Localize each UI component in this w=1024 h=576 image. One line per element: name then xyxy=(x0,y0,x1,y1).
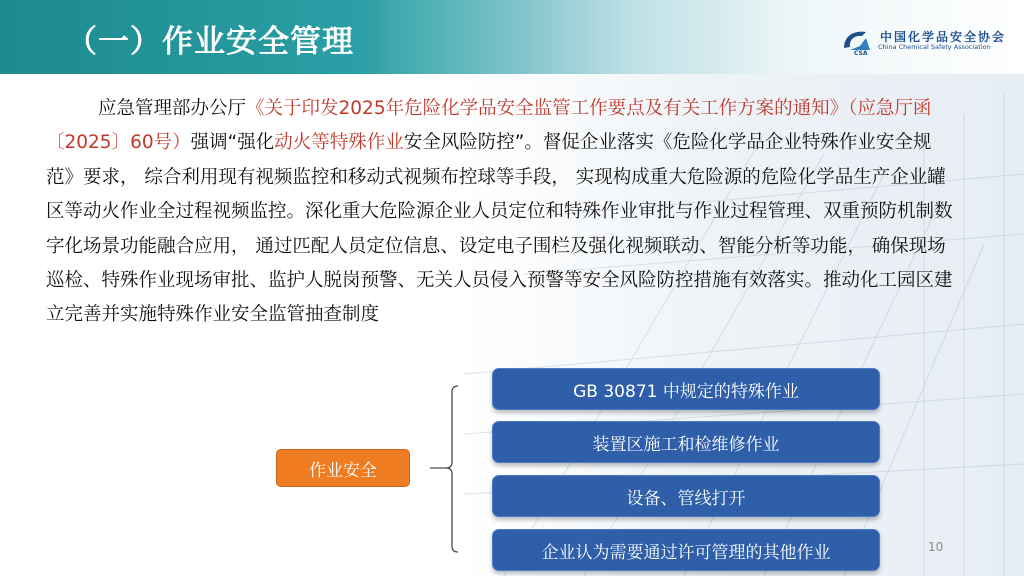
operation-item-other-permit-work: 企业认为需要通过许可管理的其他作业 xyxy=(492,529,880,571)
body-paragraph xyxy=(46,92,956,333)
operation-item-gb30871: GB 30871 中规定的特殊作业 xyxy=(492,368,880,410)
operation-item-equipment-pipeline-opening: 设备、管线打开 xyxy=(492,475,880,517)
highlight-special-operations: 动火等特殊作业 xyxy=(274,132,404,154)
category-box: 作业安全 xyxy=(276,449,410,487)
page-title: （一）作业安全管理 xyxy=(66,24,354,60)
document-reference: 《关于印发2025年危险化学品安全监管工作要点及有关工作方案的通知》（应急厅函〔2025〕60号） xyxy=(46,98,932,154)
operation-item-construction-maintenance: 装置区施工和检维修作业 xyxy=(492,421,880,463)
logo-chinese-name: 中国化学品安全协会 xyxy=(880,30,1007,44)
body-text-emphasis: 强调“强化 xyxy=(190,132,275,154)
svg-text:CSA: CSA xyxy=(854,50,868,56)
body-text-lead: 应急管理部办公厅 xyxy=(98,98,247,119)
header-bar xyxy=(0,0,1024,74)
logo-english-name: China Chemical Safety Association xyxy=(878,43,991,51)
page-number: 10 xyxy=(928,540,944,554)
body-text-main: 安全风险防控”。督促企业落实《危险化学品企业特殊作业安全规范》要求， 综合利用现有视频监控和移动式视频布控球等手段， 实现构成重大危险源的危险化学品生产企业罐区等动火作业全过程视频监控。深化重大危险源企业人员定位和特殊作业审批与作业过程管理、双重预防机制数字化场景功能融合应用， 通过匹配人员定位信息、设定电子围栏及强化视频联动、智能分析等功能， 确保现场巡检、特殊作业现场审批、监护人脱岗预警、无关人员侵入预警等安全风险防控措施有效落实。推动化工园区建立完善并实施特殊作业安全监管抽查制度 xyxy=(46,132,953,326)
organization-logo xyxy=(840,26,1007,58)
csa-logo-icon xyxy=(840,26,876,56)
brace-connector xyxy=(420,380,460,560)
